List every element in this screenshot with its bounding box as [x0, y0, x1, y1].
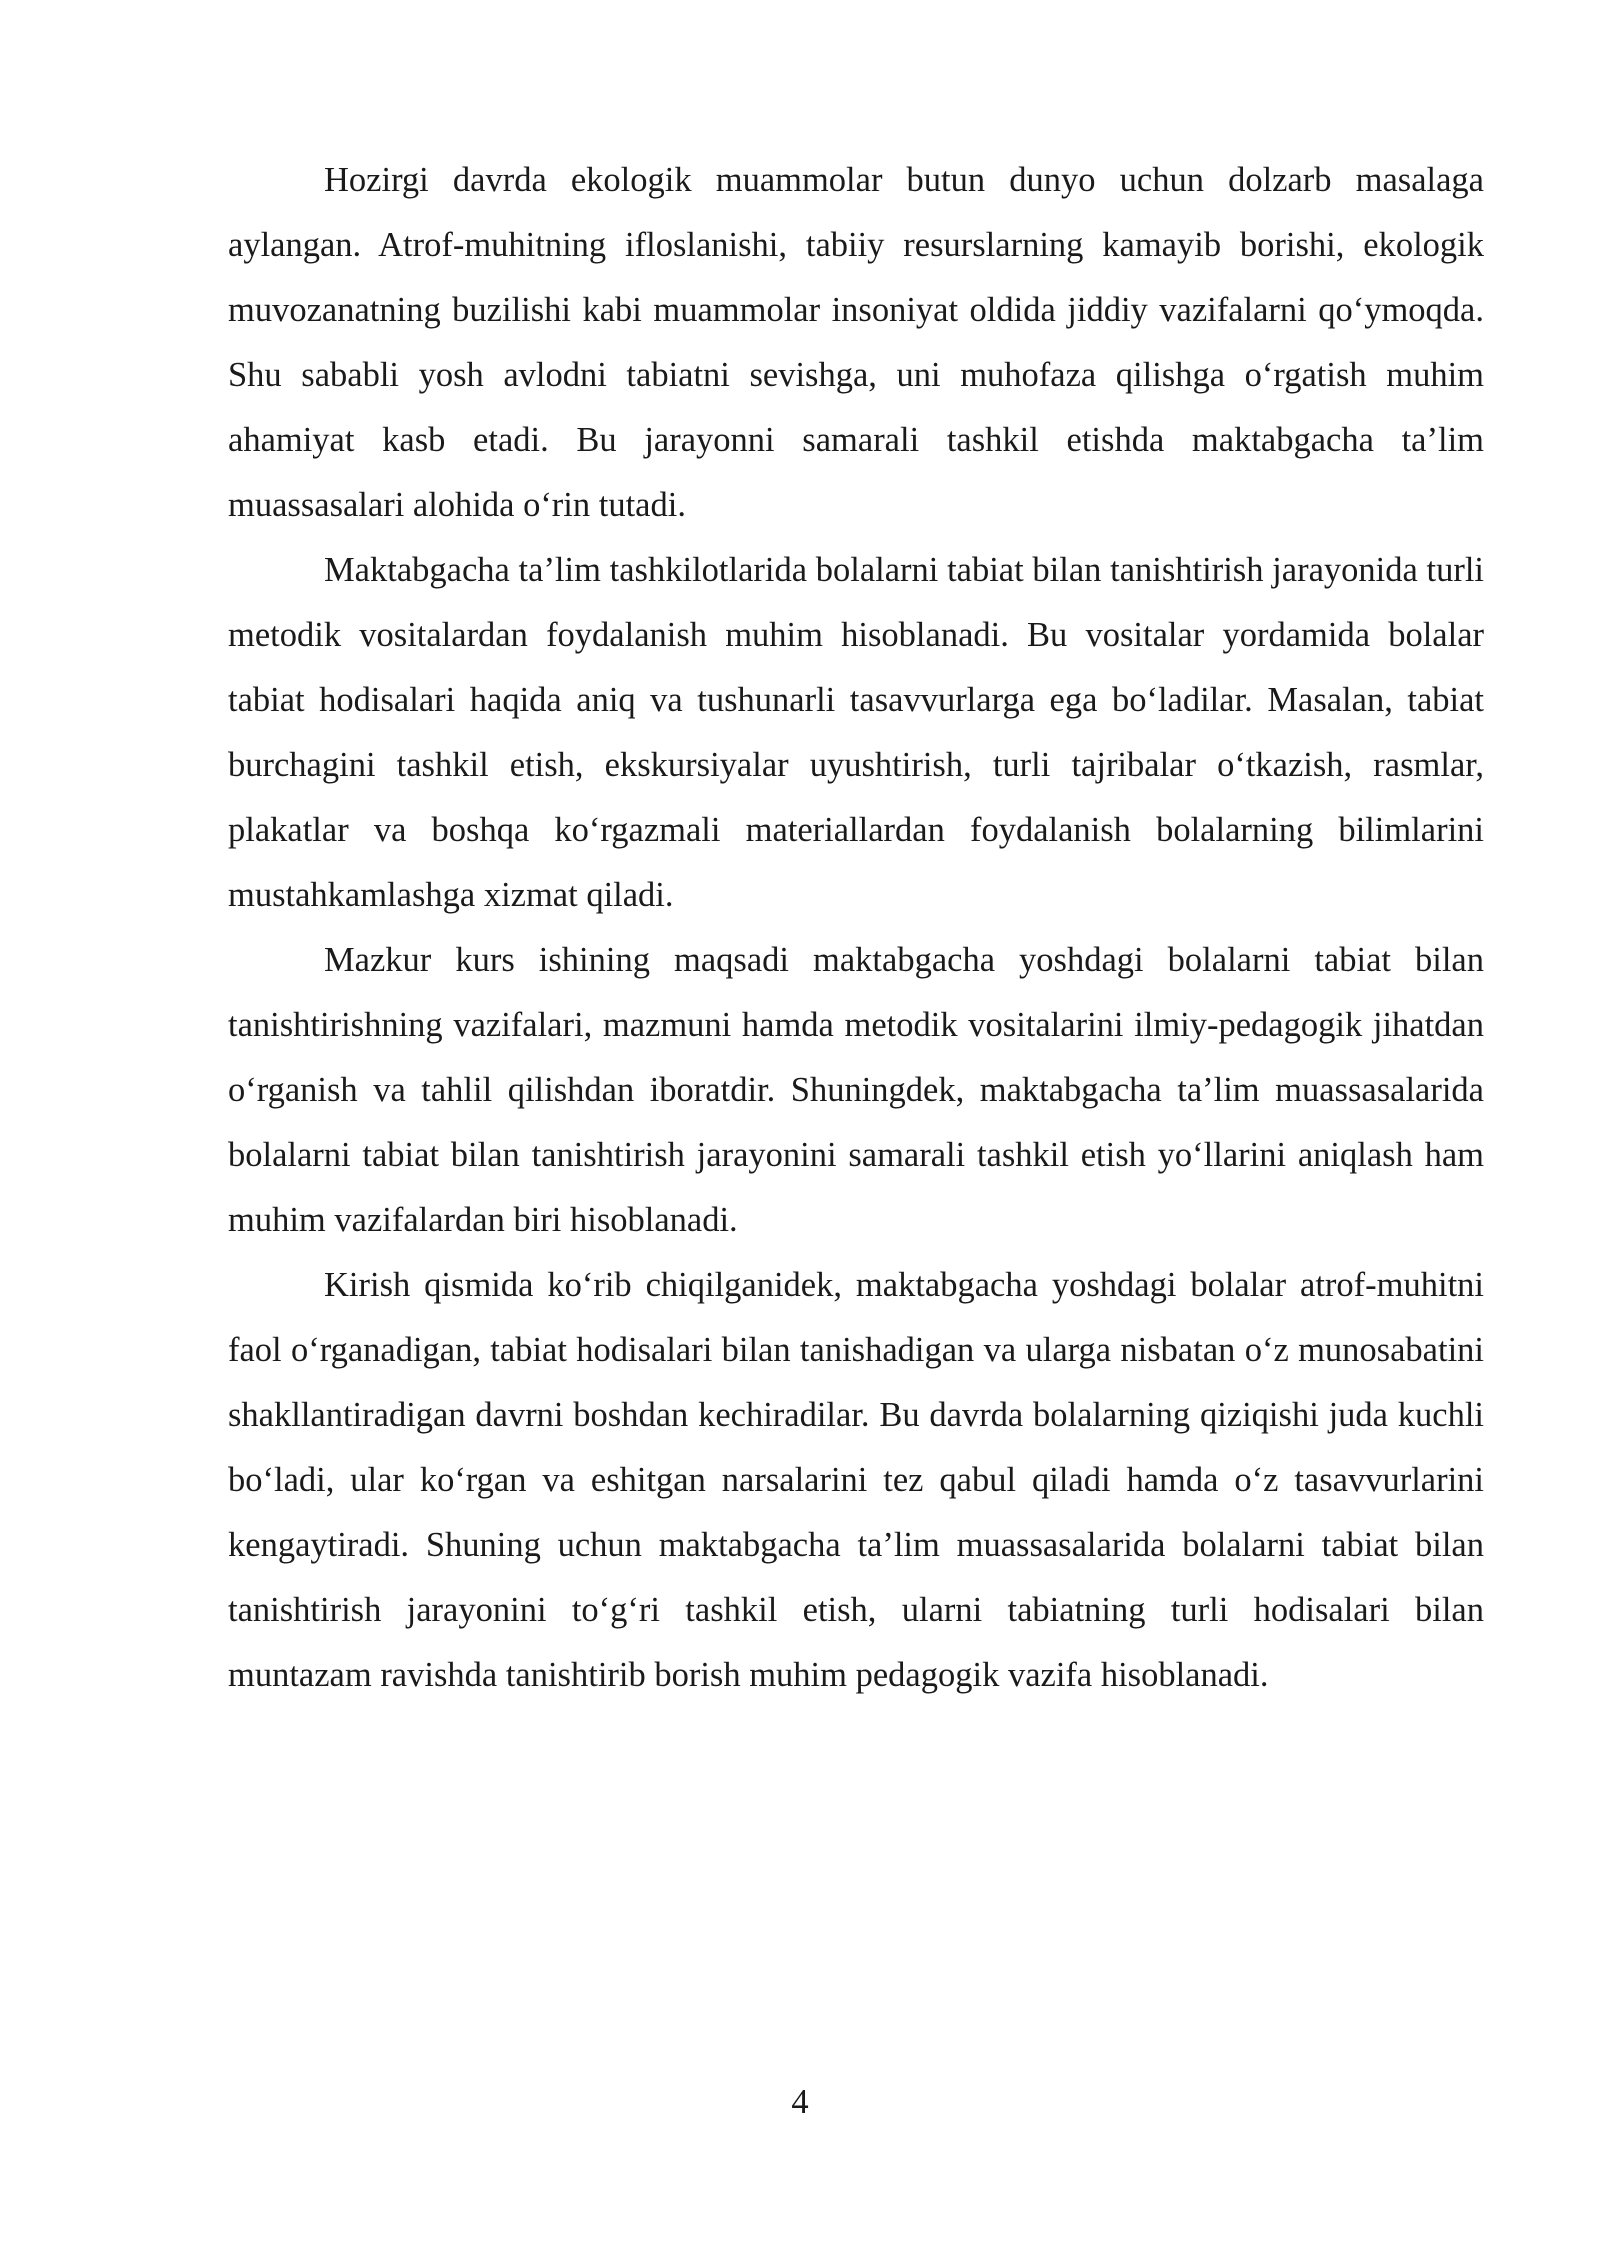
paragraph-1: Hozirgi davrda ekologik muammolar butun dunyo uchun dolzarb masalaga aylangan. Atrof-muhitning ifloslanishi, tabiiy resurslarning kamayib borishi, ekologik muvozanatning buzilishi kabi muammolar insoniyat oldida jiddiy vazifalarni qo‘ymoqda. Shu sababli yosh avlodni tabiatni sevishga, uni muhofaza qilishga o‘rgatish muhim ahamiyat kasb etadi. Bu jarayonni samarali tashkil etishda maktabgacha ta’lim muassasalari alohida o‘rin tutadi. — [228, 161, 1484, 524]
page-number: 4 — [791, 2083, 809, 2121]
document-body — [228, 148, 1484, 1708]
paragraph-3: Mazkur kurs ishining maqsadi maktabgacha yoshdagi bolalarni tabiat bilan tanishtirishning vazifalari, mazmuni hamda metodik vositalarini ilmiy-pedagogik jihatdan o‘rganish va tahlil qilishdan iboratdir. Shuningdek, maktabgacha ta’lim muassasalarida bolalarni tabiat bilan tanishtirish jarayonini samarali tashkil etish yo‘llarini aniqlash ham muhim vazifalardan biri hisoblanadi. — [228, 941, 1484, 1239]
paragraph-4: Kirish qismida ko‘rib chiqilganidek, maktabgacha yoshdagi bolalar atrof-muhitni faol o‘rganadigan, tabiat hodisalari bilan tanishadigan va ularga nisbatan o‘z munosabatini shakllantiradigan davrni boshdan kechiradilar. Bu davrda bolalarning qiziqishi juda kuchli bo‘ladi, ular ko‘rgan va eshitgan narsalarini tez qabul qiladi hamda o‘z tasavvurlarini kengaytiradi. Shuning uchun maktabgacha ta’lim muassasalarida bolalarni tabiat bilan tanishtirish jarayonini to‘g‘ri tashkil etish, ularni tabiatning turli hodisalari bilan muntazam ravishda tanishtirib borish muhim pedagogik vazifa hisoblanadi. — [228, 1266, 1484, 1694]
paragraph-2: Maktabgacha ta’lim tashkilotlarida bolalarni tabiat bilan tanishtirish jarayonida turli metodik vositalardan foydalanish muhim hisoblanadi. Bu vositalar yordamida bolalar tabiat hodisalari haqida aniq va tushunarli tasavvurlarga ega bo‘ladilar. Masalan, tabiat burchagini tashkil etish, ekskursiyalar uyushtirish, turli tajribalar o‘tkazish, rasmlar, plakatlar va boshqa ko‘rgazmali materiallardan foydalanish bolalarning bilimlarini mustahkamlashga xizmat qiladi. — [228, 551, 1484, 914]
